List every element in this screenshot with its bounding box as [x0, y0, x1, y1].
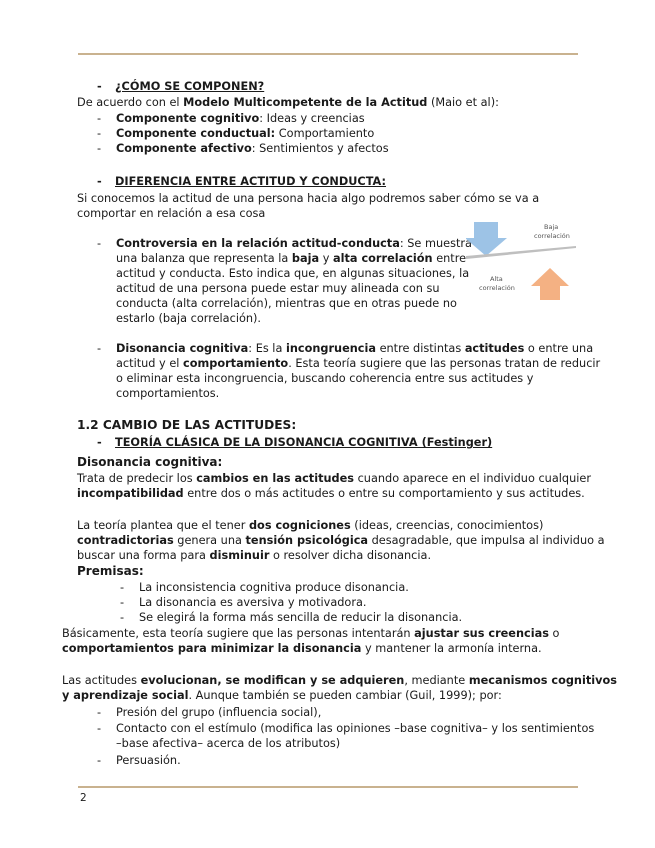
- text-line: Las actitudes evolucionan, se modifican y se adquieren, mediante mecanismos cognitivos: [62, 674, 617, 687]
- text-line: Trata de predecir los cambios en las actitudes cuando aparece en el individuo cualquier: [77, 472, 591, 485]
- list-item: -: [120, 596, 125, 609]
- list-item: -: [97, 342, 102, 355]
- bullet-dash: -: [97, 175, 102, 188]
- bullet-dash: -: [97, 436, 102, 449]
- text-line: comportar en relación a esa cosa: [77, 207, 266, 220]
- section-title-componen: ¿CÓMO SE COMPONEN?: [115, 80, 265, 93]
- header-rule: [78, 53, 578, 55]
- list-item: Se elegirá la forma más sencilla de reducir la disonancia.: [139, 611, 463, 624]
- text-line: comportamientos.: [116, 387, 220, 400]
- list-item: -: [97, 722, 102, 735]
- list-item: -: [97, 237, 102, 250]
- list-item: Componente afectivo: Sentimientos y afectos: [116, 142, 389, 155]
- balance-figure: [466, 218, 581, 304]
- arrow-up-icon: [531, 268, 569, 300]
- section-title-cambio: 1.2 CAMBIO DE LAS ACTITUDES:: [77, 418, 297, 432]
- list-item: -: [97, 112, 102, 125]
- text-line: La teoría plantea que el tener dos cogniciones (ideas, creencias, conocimientos): [77, 519, 544, 532]
- list-item: Componente cognitivo: Ideas y creencias: [116, 112, 365, 125]
- section-title-diferencia: DIFERENCIA ENTRE ACTITUD Y CONDUCTA:: [115, 175, 387, 188]
- text-line: Si conocemos la actitud de una persona hacia algo podremos saber cómo se va a: [77, 192, 540, 205]
- text-line: una balanza que representa la baja y alta correlación entre: [116, 252, 467, 265]
- text-line: o eliminar esta incongruencia, buscando coherencia entre sus actitudes y: [116, 372, 534, 385]
- intro-paragraph: De acuerdo con el Modelo Multicompetente de la Actitud (Maio et al):: [77, 96, 499, 109]
- bullet-dash: -: [97, 80, 102, 93]
- list-item: -: [120, 611, 125, 624]
- footer-rule: [78, 786, 578, 788]
- text-line: estarlo (baja correlación).: [116, 312, 262, 325]
- list-item: La inconsistencia cognitiva produce disonancia.: [139, 581, 409, 594]
- text-line: Básicamente, esta teoría sugiere que las personas intentarán ajustar sus creencias o: [62, 627, 560, 640]
- list-item: -: [97, 127, 102, 140]
- text-line: buscar una forma para disminuir o resolver dicha disonancia.: [77, 549, 432, 562]
- list-item: -: [97, 142, 102, 155]
- list-item: -: [97, 754, 102, 767]
- text-line: actitud y conducta. Esto indica que, en algunas situaciones, la: [116, 267, 470, 280]
- list-item-cont: –base afectiva– acerca de los atributos): [116, 737, 341, 750]
- label-alta: Alta: [490, 275, 503, 283]
- text-line: contradictorias genera una tensión psicológica desagradable, que impulsa al individuo a: [77, 534, 605, 547]
- arrow-down-icon: [466, 222, 507, 256]
- list-item: Presión del grupo (influencia social),: [116, 706, 322, 719]
- text-line: comportamientos para minimizar la disonancia y mantener la armonía interna.: [62, 642, 542, 655]
- list-item: Persuasión.: [116, 754, 181, 767]
- list-item: Componente conductual: Comportamiento: [116, 127, 375, 140]
- page-number: 2: [80, 792, 87, 804]
- text-line: Disonancia cognitiva: Es la incongruencia entre distintas actitudes o entre una: [116, 342, 594, 355]
- list-item: Contacto con el estímulo (modifica las opiniones –base cognitiva– y los sentimientos: [116, 722, 595, 735]
- label-baja: Baja: [544, 223, 559, 231]
- text-line: Controversia en la relación actitud-conducta: Se muestra: [116, 237, 472, 250]
- subheading-premisas: Premisas:: [77, 564, 144, 578]
- text-line: actitud de una persona puede estar muy alineada con su: [116, 282, 440, 295]
- list-item: -: [97, 706, 102, 719]
- subheading-disonancia: Disonancia cognitiva:: [77, 455, 223, 469]
- text-line: conducta (alta correlación), mientras que en otras puede no: [116, 297, 457, 310]
- text-line: incompatibilidad entre dos o más actitudes o entre su comportamiento y sus actitudes.: [77, 487, 585, 500]
- label-alta-corr: correlación: [479, 284, 515, 292]
- text-line: actitud y el comportamiento. Esta teoría sugiere que las personas tratan de reducir: [116, 357, 601, 370]
- text-line: y aprendizaje social. Aunque también se pueden cambiar (Guil, 1999); por:: [62, 689, 502, 702]
- label-baja-corr: correlación: [534, 232, 570, 240]
- list-item: -: [120, 581, 125, 594]
- list-item: La disonancia es aversiva y motivadora.: [139, 596, 367, 609]
- subsection-title-teoria: TEORÍA CLÁSICA DE LA DISONANCIA COGNITIVA (Festinger): [115, 436, 493, 449]
